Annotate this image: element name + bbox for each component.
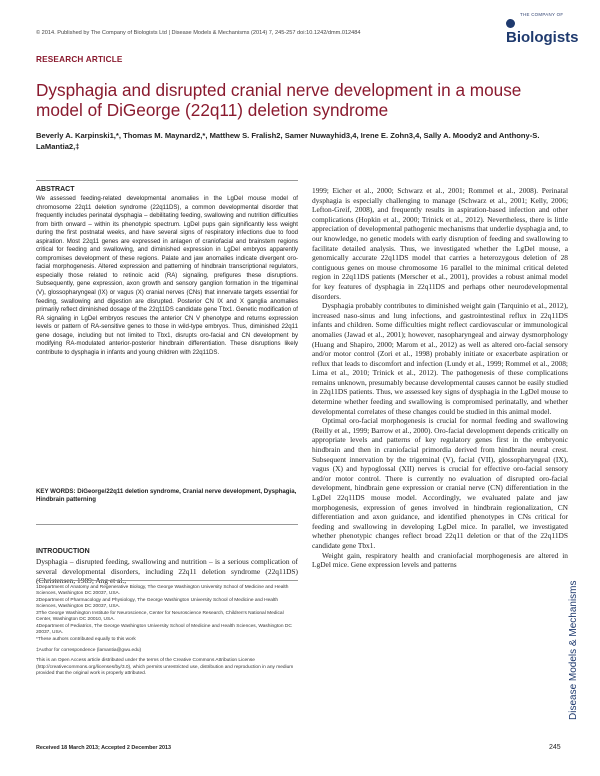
divider-footnotes xyxy=(36,580,298,581)
journal-citation-line: © 2014. Published by The Company of Biologists Ltd | Disease Models & Mechanisms (2014) 7, 245-257 doi:10.1242/dmm.012484 xyxy=(36,30,361,36)
journal-side-label: Disease Models & Mechanisms xyxy=(568,580,579,720)
license-note: This is an Open Access article distributed under the terms of the Creative Commons Attribution License (http://creativecommons.org/licenses/by/3.0), which permits unrestricted use, distribution and reproduction in any medium provided that the original work is properly attributed. xyxy=(36,658,294,676)
author-list: Beverly A. Karpinski1,*, Thomas M. Maynard2,*, Matthew S. Fralish2, Samer Nuwayhid3,4, Irene E. Zohn3,4, Sally A. Moody2 and Anthony-S. LaMantia2,‡ xyxy=(36,131,540,151)
divider-top xyxy=(36,180,298,181)
affiliation-4: 4Department of Pediatrics, The George Washington University School of Medicine and Health Sciences, Washington DC 20037, USA. xyxy=(36,623,292,636)
paragraph: 1999; Eicher et al., 2000; Schwarz et al., 2001; Rommel et al., 2008). Perinatal dysphagia is especially challenging to manage (Schwarz et al., 2001; Kelly, 2006; Lefton-Greif, 2008), and frequently results in aspiration-based infection and other complications (Hopkin et al., 2000; Trinick et al., 2012). Nevertheless, there is little appreciation of developmental pathogenic mechanisms that underlie dysphagia and, to our knowledge, no genetic models with early disruption of feeding and swallowing to facilitate detailed analysis. Thus, we investigated whether the LgDel mouse, a genomically accurate 22q11DS model that carries a heterozygous deletion of 28 contiguous genes on mouse chromosome 16 parallel to the minimal critical deleted region in 22q11DS patients (Merscher et al., 2001), provides a robust animal model for key features of dysphagia in 22q11DS and perhaps other neurodevelopmental disorders. xyxy=(312,186,568,301)
keywords: KEY WORDS: DiGeorge/22q11 deletion syndrome, Cranial nerve development, Dysphagia, Hindbrain patterning xyxy=(36,488,297,504)
divider-keywords xyxy=(36,524,298,525)
page-number: 245 xyxy=(549,744,561,751)
paragraph: Optimal oro-facial morphogenesis is crucial for normal feeding and swallowing (Reilly et al., 1999; Barrow et al., 2000). Oro-facial development depends critically on appropriate levels and patterns of key regulatory genes first in the embryonic hindbrain and then in craniofacial primordia derived from hindbrain neural crest. Subsequent innervation by the trigeminal (V), facial (VII), glossopharyngeal (IX), vagus (X) and hypoglossal (XII) nerves is crucial for effective oro-facial sensory and/or motor control. There is currently no evaluation of disrupted oro-facial development, hindbrain gene expression or cranial nerve (CN) differentiation in the LgDel 22q11DS mouse model. Accordingly, we evaluated palate and jaw morphogenesis, expression of genes involved in hindbrain regionalization, CN differentiation and axon guidance, and identified phenotypes in CNs critical for feeding and swallowing in developing LgDel mice. In parallel, we investigated whether phenotypic changes reflect broad 22q11 deletion or that of the 22q11DS candidate gene Tbx1. xyxy=(312,416,568,550)
article-type-label: RESEARCH ARTICLE xyxy=(36,55,123,64)
affiliation-2: 2Department of Pharmacology and Physiology, The George Washington University School of Medicine and Health Sciences, Washington DC 20037, USA. xyxy=(36,597,279,610)
logo-big-text: Biologists xyxy=(506,29,579,46)
right-column-text xyxy=(312,186,568,570)
abstract-heading: ABSTRACT xyxy=(36,186,75,193)
publisher-mark-icon xyxy=(506,19,515,28)
received-dates: Received 18 March 2013; Accepted 2 December 2013 xyxy=(36,745,171,751)
paragraph: Dysphagia probably contributes to diminished weight gain (Tarquinio et al., 2012), increased naso-sinus and lung infections, and gastrointestinal reflux in 22q11DS infants and children. Some difficulties might reflect cardiovascular or immunological anomalies (Jawad et al., 2001); however, nasopharyngeal and airway dysmorphology (Huang and Shapiro, 2000; Marom et al., 2012) as well as altered oro-facial sensory and/or motor control (Zori et al., 1998) probably initiate or exacerbate aspiration or reflux that leads to discomfort and infection (Lundy et al., 1999; Rommel et al., 2008; Lima et al., 2010; Trinick et al., 2012). The pathogenesis of these complications remains unknown, presumably because developmental causes cannot be easily studied in 22q11DS patients. Thus, we assessed key signs of dysphagia in the LgDel mouse to determine whether feeding and swallowing is compromised perinatally, and whether developmental correlates of these changes could be studied in this animal model. xyxy=(312,301,568,416)
equal-contribution-note: *These authors contributed equally to this work xyxy=(36,636,136,642)
publisher-logo xyxy=(506,12,579,46)
introduction-heading: INTRODUCTION xyxy=(36,548,90,555)
affiliation-1: 1Department of Anatomy and Regenerative Biology, The George Washington University School of Medicine and Health Sciences, Washington DC 20037, USA. xyxy=(36,585,289,597)
correspondence-note: ‡Author for correspondence (lamantia@gwu.edu) xyxy=(36,647,142,653)
introduction-text: Dysphagia – disrupted feeding, swallowing and nutrition – is a serious complication of several developmental disorders, including 22q11 deletion syndrome (22q11DS) (Christensen, 1989; Ang et al., xyxy=(36,557,298,586)
paragraph: Weight gain, respiratory health and craniofacial morphogenesis are altered in LgDel mice. Gene expression levels and patterns xyxy=(312,550,568,570)
logo-small-text: THE COMPANY OF xyxy=(520,12,564,17)
affiliation-3: 3The George Washington Institute for Neuroscience, Center for Neuroscience Research, Children's National Medical Center, Washington DC 20010, USA. xyxy=(36,610,284,623)
article-title: Dysphagia and disrupted cranial nerve development in a mouse model of DiGeorge (22q11) deletion syndrome xyxy=(36,80,522,120)
footnotes xyxy=(36,585,298,678)
abstract-text: We assessed feeding-related developmental anomalies in the LgDel mouse model of chromosome 22q11 deletion syndrome (22q11DS), a common developmental disorder that frequently includes perinatal dysphagia – debilitating feeding, swallowing and nutrition difficulties from birth onward – within its phenotypic spectrum. LgDel pups gain significantly less weight during the first postnatal weeks, and have several signs of respiratory infections due to food aspiration. Most 22q11 genes are expressed in anlagen of craniofacial and brainstem regions critical for feeding and swallowing, and diminished expression in LgDel embryos apparently compromises development of these regions. Palate and jaw anomalies indicate divergent oro-facial morphogenesis. Altered expression and patterning of hindbrain transcriptional regulators, especially those related to retinoic acid (RA) signaling, prefigures these disruptions. Subsequently, gene expression, axon growth and sensory ganglion formation in the trigeminal (V), glossopharyngeal (IX) or vagus (X) cranial nerves (CNs) that innervate targets essential for feeding, swallowing and digestion are disrupted. Posterior CN IX and X ganglia anomalies primarily reflect diminished dosage of the 22q11DS candidate gene Tbx1. Genetic modification of RA signaling in LgDel embryos rescues the anterior CN V phenotype and returns expression levels or pattern of RA-sensitive genes to those in wild-type embryos. Thus, diminished 22q11 gene dosage, including but not limited to Tbx1, disrupts oro-facial and CN development by modifying RA-modulated anterior-posterior hindbrain differentiation. These disruptions likely contribute to dysphagia in infants and young children with 22q11DS. xyxy=(36,195,298,356)
